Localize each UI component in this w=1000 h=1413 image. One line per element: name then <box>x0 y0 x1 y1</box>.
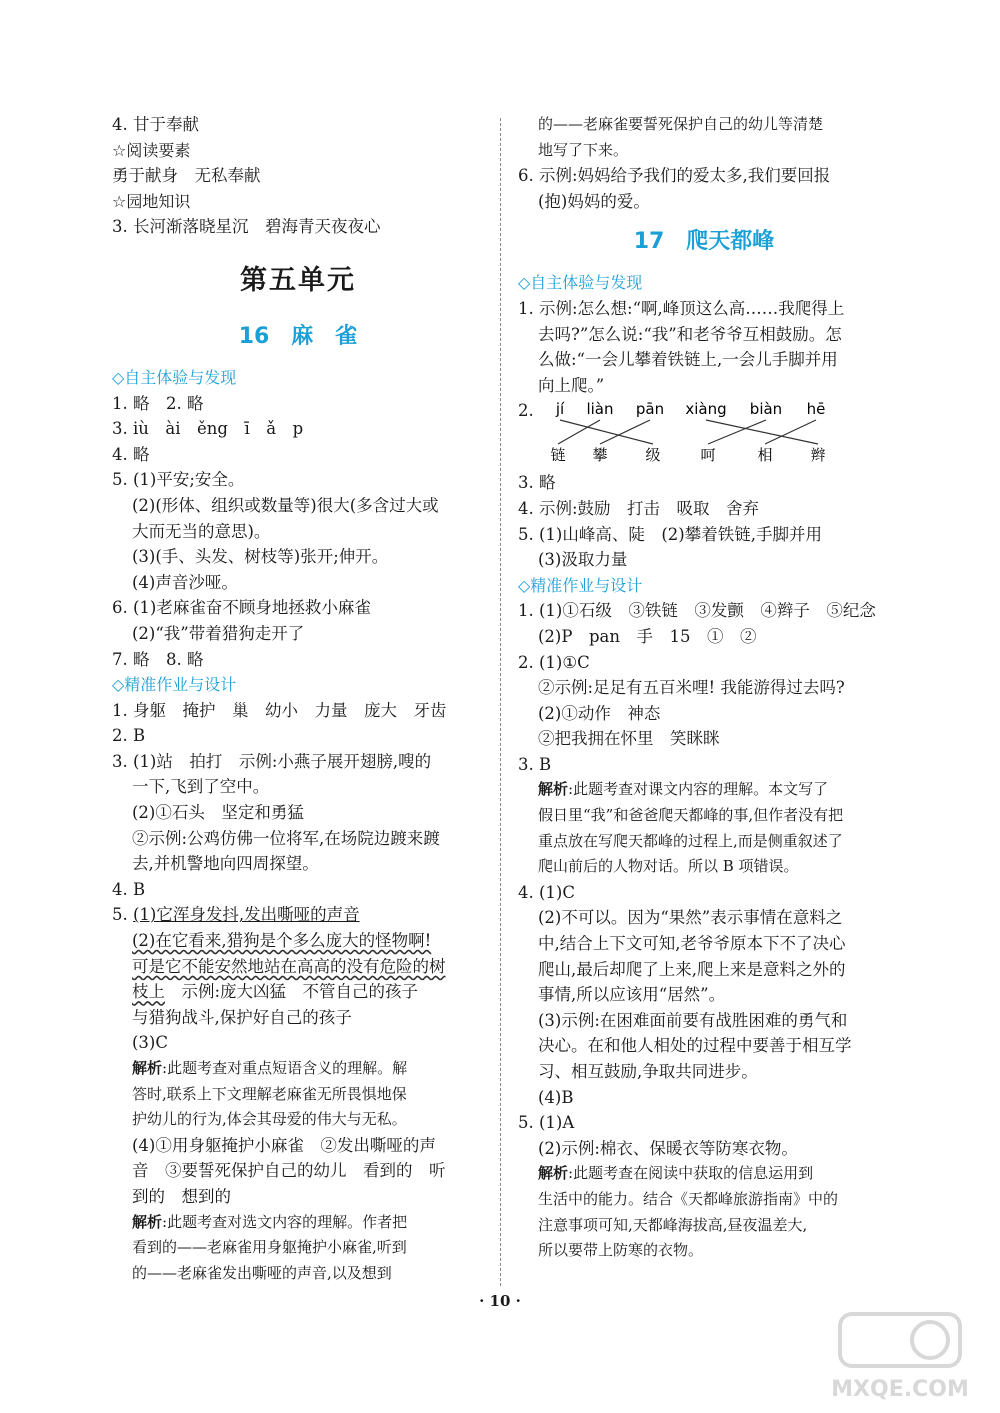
analysis-text: :此题考查对选文内容的理解。作者把 <box>162 1212 408 1231</box>
answer-line: (2)P pan 手 15 ① ② <box>538 626 757 646</box>
section-heading: ☆园地知识 <box>112 191 191 211</box>
answer-line <box>112 979 484 1005</box>
answer-line: 3. B <box>518 754 552 774</box>
answer-line: 事情,所以应该用“居然”。 <box>538 985 726 1005</box>
analysis-label: 解析 <box>538 1164 569 1183</box>
analysis-text: :此题考查对重点短语含义的理解。解 <box>162 1059 408 1077</box>
answer-line: (4)声音沙哑。 <box>132 572 238 592</box>
pinyin-matching-diagram <box>518 398 890 470</box>
item-number: 2. <box>518 401 534 421</box>
pinyin-label: hē <box>806 400 826 419</box>
answer-line: 3. 长河渐落晓星沉 碧海青天夜夜心 <box>112 217 381 237</box>
analysis-line: 地写了下来。 <box>538 140 629 159</box>
matching-line <box>558 420 600 444</box>
analysis-line: 爬山前后的人物对话。所以 B 项错误。 <box>538 857 799 876</box>
analysis-line: 看到的——老麻雀用身躯掩护小麻雀,听到 <box>132 1238 407 1257</box>
lesson-title: 16 麻 雀 <box>238 323 358 349</box>
analysis-label: 解析 <box>132 1059 163 1077</box>
analysis-line: 的——老麻雀要誓死保护自己的幼儿等清楚 <box>538 115 824 133</box>
answer-line: 4. 甘于奉献 <box>112 115 199 134</box>
answer-line: 5. (1)山峰高、陡 (2)攀着铁链,手脚并用 <box>518 524 822 544</box>
unit-title: 第五单元 <box>240 264 356 296</box>
pinyin-label: jí <box>555 400 565 419</box>
pinyin-label: xiàng <box>685 400 727 419</box>
answer-line: (2)①石头 坚定和勇猛 <box>132 803 304 823</box>
answer-line: 勇于献身 无私奉献 <box>112 166 261 186</box>
character-label: 相 <box>757 446 773 465</box>
answer-line: 去,并机警地向四周探望。 <box>132 854 319 874</box>
wavy-underlined-sentence: (2)在它看来,猎狗是个多么庞大的怪物啊! <box>132 931 432 951</box>
section-heading: ◇自主体验与发现 <box>518 273 643 293</box>
answer-line: (2)示例:棉衣、保暖衣等防寒衣物。 <box>538 1138 798 1158</box>
answer-line: (2)“我”带着猎狗走开了 <box>132 623 305 643</box>
column-divider <box>500 118 501 1286</box>
analysis-line <box>518 777 890 803</box>
wavy-underlined-sentence: 枝上 <box>132 982 165 1002</box>
answer-line: 1. 略 2. 略 <box>112 393 204 413</box>
right-column <box>518 112 890 1264</box>
answer-line: 去吗?”怎么说:“我”和老爷爷互相鼓励。怎 <box>538 324 842 344</box>
watermark-text: MXQE.COM <box>831 1377 969 1402</box>
answer-line: 7. 略 8. 略 <box>112 649 204 669</box>
analysis-line: 重点放在写爬天都峰的过程上,而是侧重叙述了 <box>538 831 843 850</box>
answer-line: 中,结合上下文可知,老爷爷原本下不了决心 <box>538 934 846 954</box>
answer-line: ②示例:足足有五百米哩! 我能游得过去吗? <box>538 678 845 698</box>
pinyin-label: biàn <box>749 400 783 419</box>
analysis-label: 解析 <box>538 780 569 799</box>
answer-line: (2)(形体、组织或数量等)很大(多含过大或 <box>132 495 439 515</box>
answer-line: (4)①用身躯掩护小麻雀 ②发出嘶哑的声 <box>132 1135 436 1155</box>
answer-line: 4. 示例:鼓励 打击 吸取 舍弃 <box>518 498 760 518</box>
character-label: 链 <box>550 446 566 465</box>
answer-line: 与猎狗战斗,保护好自己的孩子 <box>132 1007 352 1027</box>
matching-line <box>706 420 818 444</box>
answer-line: ②把我拥在怀里 笑眯眯 <box>538 729 720 749</box>
answer-line: (3)C <box>132 1033 168 1053</box>
answer-line: (3)示例:在困难面前要有战胜困难的勇气和 <box>538 1010 848 1030</box>
answer-line: 1. 身躯 掩护 巢 幼小 力量 庞大 牙齿 <box>112 700 447 720</box>
answer-line: 6. 示例:妈妈给予我们的爱太多,我们要回报 <box>518 166 831 186</box>
answer-line: 2. B <box>112 726 146 746</box>
item-number: 5. <box>112 905 133 925</box>
analysis-line <box>518 1161 890 1187</box>
analysis-line <box>112 1056 484 1082</box>
answer-line: 1. 示例:怎么想:“啊,峰顶这么高……我爬得上 <box>518 298 845 318</box>
analysis-label: 解析 <box>132 1212 163 1231</box>
answer-line: 向上爬。” <box>538 375 605 395</box>
pinyin-label: pān <box>635 400 665 419</box>
character-label: 辫 <box>810 446 826 465</box>
watermark-logo <box>820 1308 980 1408</box>
matching-lines-svg <box>518 398 890 470</box>
answer-line: ②示例:公鸡仿佛一位将军,在场院边踱来踱 <box>132 828 440 848</box>
answer-line: 3. 略 <box>518 473 556 493</box>
analysis-line: 假日里“我”和爸爸爬天都峰的事,但作者没有把 <box>538 806 844 825</box>
answer-line: (4)B <box>538 1087 574 1107</box>
answer-line: 3. (1)站 拍打 示例:小燕子展开翅膀,嗖的 <box>112 751 432 771</box>
section-heading: ◇精准作业与设计 <box>112 675 237 695</box>
answer-line: 6. (1)老麻雀奋不顾身地拯救小麻雀 <box>112 598 371 618</box>
answer-line: 1. (1)①石级 ③铁链 ③发颤 ④辫子 ⑤纪念 <box>518 601 876 621</box>
answer-line: 么做:“一会儿攀着铁链上,一会儿手脚并用 <box>538 350 838 370</box>
underlined-answer: (1)它浑身发抖,发出嘶哑的声音 <box>133 905 360 925</box>
answer-line: 4. (1)C <box>518 882 575 902</box>
answer-line: 音 ③要誓死保护自己的幼儿 看到的 听 <box>132 1161 446 1181</box>
answer-line: 习、相互鼓励,争取共同进步。 <box>538 1062 758 1081</box>
answer-line <box>112 928 484 954</box>
analysis-line <box>112 1210 484 1236</box>
answer-line: 5. (1)A <box>518 1113 575 1133</box>
left-column <box>112 112 484 1286</box>
answer-line: 决心。在和他人相处的过程中要善于相互学 <box>538 1036 852 1056</box>
answer-line: 爬山,最后却爬了上来,爬上来是意料之外的 <box>538 959 846 979</box>
answer-line: (3)(手、头发、树枝等)张开;伸开。 <box>132 547 389 567</box>
section-heading: ☆阅读要素 <box>112 140 191 160</box>
analysis-line: 注意事项可知,天都峰海拔高,昼夜温差大, <box>538 1215 808 1234</box>
answer-line: 到的 想到的 <box>132 1186 231 1206</box>
answer-line <box>112 954 484 980</box>
analysis-text: :此题考查对课文内容的理解。本文写了 <box>568 780 829 799</box>
matching-line <box>765 420 816 444</box>
analysis-text: :此题考查在阅读中获取的信息运用到 <box>568 1164 814 1183</box>
analysis-line: 护幼儿的行为,体会其母爱的伟大与无私。 <box>132 1110 407 1129</box>
analysis-line: 生活中的能力。结合《天都峰旅游指南》中的 <box>538 1189 839 1208</box>
lesson-title: 17 爬天都峰 <box>633 229 775 255</box>
analysis-line: 所以要带上防寒的衣物。 <box>538 1241 704 1260</box>
analysis-line: 答时,联系上下文理解老麻雀无所畏惧地保 <box>132 1084 407 1103</box>
answer-line: (3)汲取力量 <box>538 550 628 570</box>
answer-line: 大而无当的意思)。 <box>132 521 271 541</box>
answer-line: (2)不可以。因为“果然”表示事情在意料之 <box>538 908 843 928</box>
matching-line <box>708 420 766 444</box>
section-heading: ◇自主体验与发现 <box>112 367 237 387</box>
answer-text: 示例:庞大凶猛 不管自己的孩子 <box>165 982 419 1002</box>
wavy-underlined-sentence: 可是它不能安然地站在高高的没有危险的树 <box>132 956 446 976</box>
character-label: 攀 <box>592 446 608 465</box>
answer-line: 4. B <box>112 879 146 899</box>
page-number: · 10 · <box>479 1292 521 1310</box>
answer-line: 2. (1)①C <box>518 652 590 672</box>
answer-line: 3. iù ài ěng ī ǎ p <box>112 419 304 439</box>
answer-line: 一下,飞到了空中。 <box>132 777 270 797</box>
section-heading: ◇精准作业与设计 <box>518 575 643 595</box>
character-label: 呵 <box>700 446 716 465</box>
analysis-line: 的——老麻雀发出嘶哑的声音,以及想到 <box>132 1263 392 1282</box>
answer-line: (2)①动作 神态 <box>538 703 661 723</box>
answer-line: 5. (1)平安;安全。 <box>112 470 245 490</box>
answer-line: (抱)妈妈的爱。 <box>538 191 650 211</box>
pinyin-label: liàn <box>586 400 614 419</box>
answer-line <box>112 902 484 928</box>
answer-line: 4. 略 <box>112 444 150 464</box>
character-label: 级 <box>645 446 661 465</box>
